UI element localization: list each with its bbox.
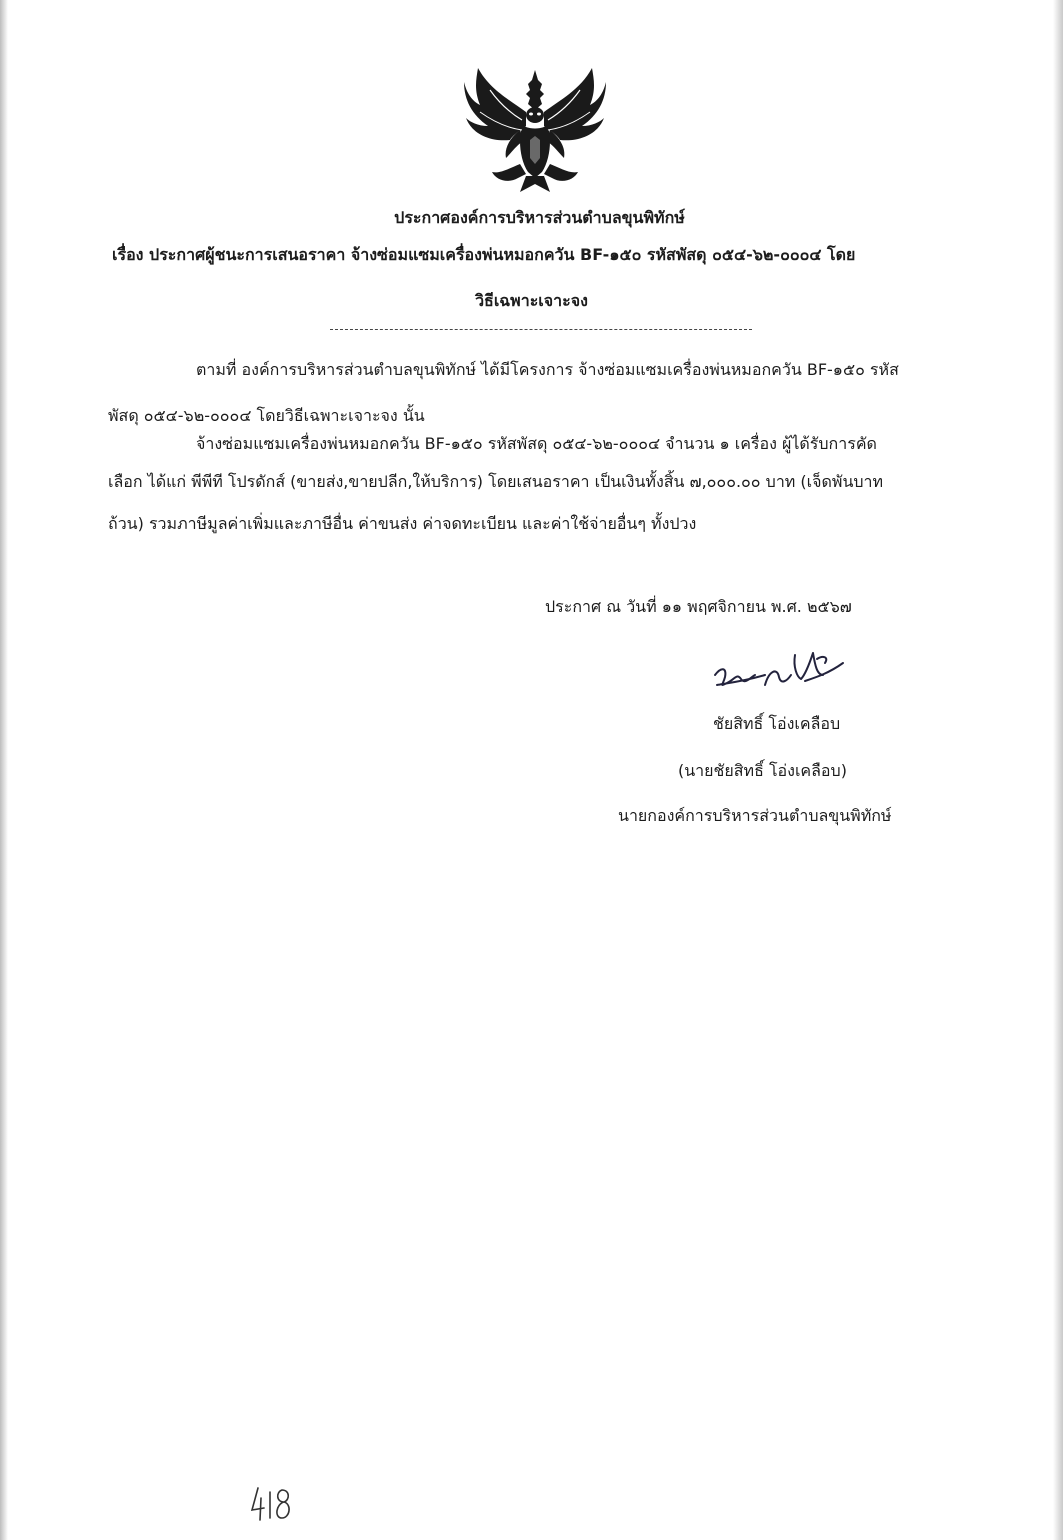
garuda-emblem-icon [460, 60, 610, 200]
subject-line: เรื่อง ประกาศผู้ชนะการเสนอราคา จ้างซ่อมแซมเครื่องพ่นหมอกควัน BF-๑๕๐ รหัสพัสดุ ๐๕๔-๖๒-๐๐๐๔ โดย [112, 245, 856, 264]
paragraph-1-line-2: พัสดุ ๐๕๔-๖๒-๐๐๐๔ โดยวิธีเฉพาะเจาะจง นั้น [108, 406, 425, 425]
announcement-date: ประกาศ ณ วันที่ ๑๑ พฤศจิกายน พ.ศ. ๒๕๖๗ [545, 597, 852, 616]
signature-icon [705, 645, 855, 700]
paragraph-2-line-3: ถ้วน) รวมภาษีมูลค่าเพิ่มและภาษีอื่น ค่าขนส่ง ค่าจดทะเบียน และค่าใช้จ่ายอื่นๆ ทั้งปวง [108, 514, 697, 533]
signer-full-name: (นายชัยสิทธิ์ โอ่งเคลือบ) [678, 761, 847, 780]
document-title: ประกาศองค์การบริหารส่วนตำบลขุนพิทักษ์ [394, 208, 685, 227]
page-edge-right [1053, 0, 1063, 1540]
signer-name: ชัยสิทธิ์ โอ่งเคลือบ [713, 714, 841, 733]
signer-position: นายกองค์การบริหารส่วนตำบลขุนพิทักษ์ [618, 806, 892, 825]
page-edge-left [0, 0, 8, 1540]
divider-line [330, 329, 752, 330]
paragraph-1-line-1: ตามที่ องค์การบริหารส่วนตำบลขุนพิทักษ์ ได้มีโครงการ จ้างซ่อมแซมเครื่องพ่นหมอกควัน BF-๑๕๐ รหัส [196, 360, 899, 379]
handwritten-page-number [248, 1480, 298, 1530]
subject-line-continued: วิธีเฉพาะเจาะจง [475, 291, 588, 310]
paragraph-2-line-1: จ้างซ่อมแซมเครื่องพ่นหมอกควัน BF-๑๕๐ รหัสพัสดุ ๐๕๔-๖๒-๐๐๐๔ จำนวน ๑ เครื่อง ผู้ได้รับการคัด [196, 434, 877, 453]
paragraph-2-line-2: เลือก ได้แก่ พีพีที โปรดักส์ (ขายส่ง,ขายปลีก,ให้บริการ) โดยเสนอราคา เป็นเงินทั้งสิ้น ๗,๐๐๐.๐๐ บาท (เจ็ดพันบาท [108, 472, 884, 491]
